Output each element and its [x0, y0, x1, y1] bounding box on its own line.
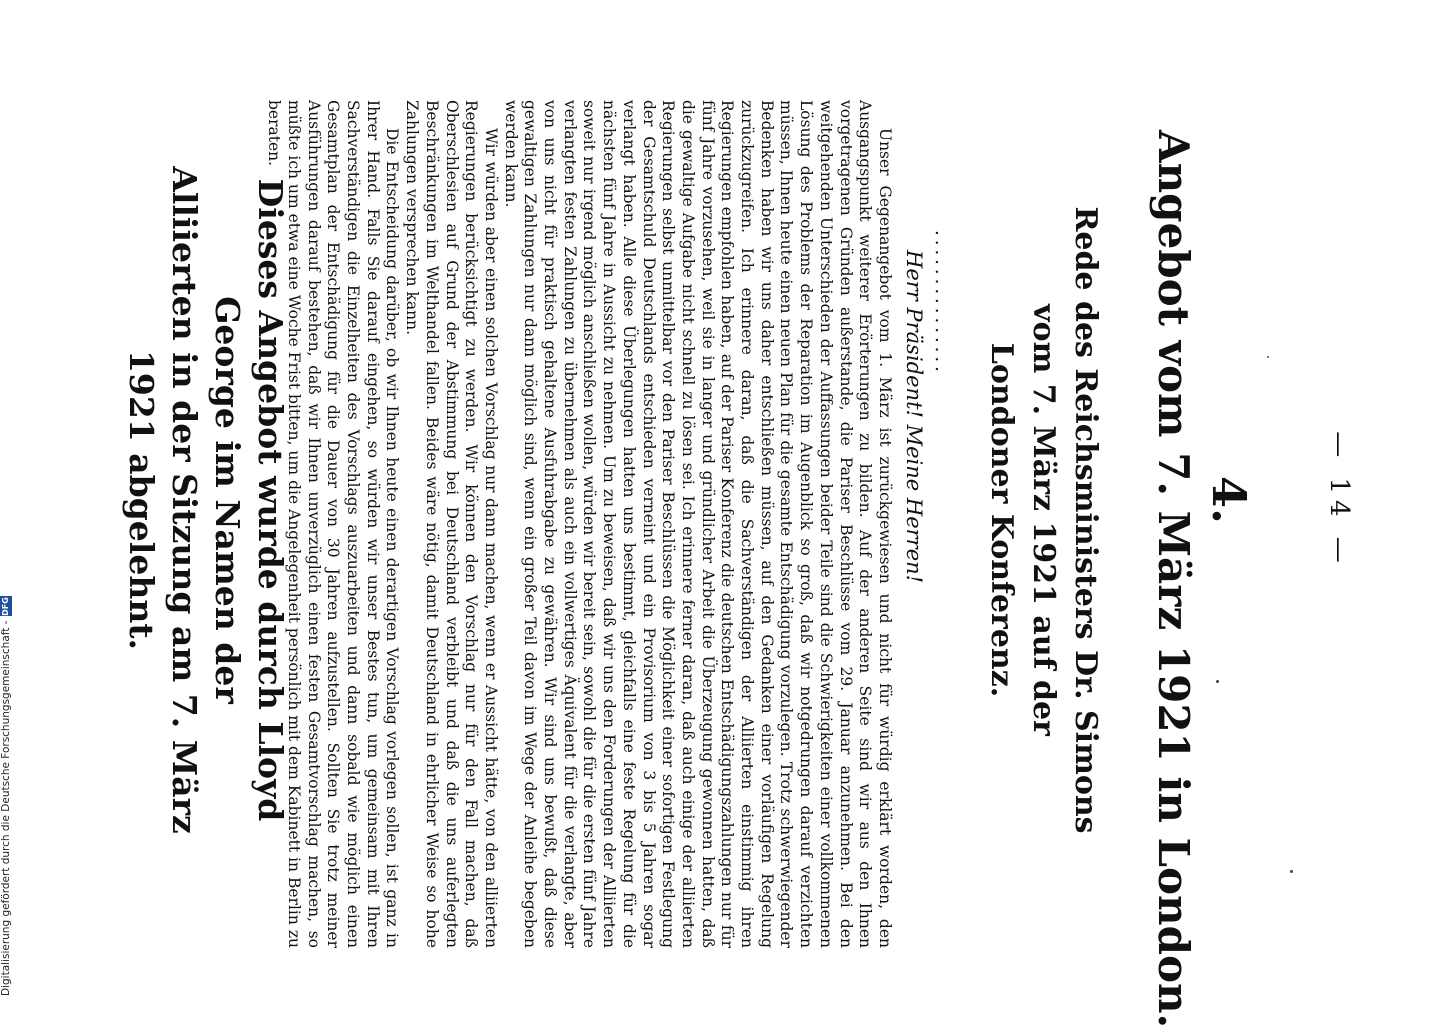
- footer-text: Digitalisierung gefördert durch die Deutsche Forschungsgemeinschaft -: [0, 620, 12, 996]
- scan-speck: [1267, 356, 1269, 358]
- subtitle: [980, 170, 1106, 870]
- omission-dots: ...............: [931, 230, 952, 376]
- paragraph-2: Wir würden aber einen solchen Vorschlag nur dann machen, wenn er Aussicht hätte, von den alliierten Regierungen berücksichtigt zu werden. Wir können den Vorschlag nur für den Fall machen, daß Oberschlesien auf Grund der Abstimmung bei Deutschland verbleibt und daß die uns auferlegten Beschränkungen im Welthandel fallen. Beides wäre nötig, damit Deutschland in ehrlicher Weise so hohe Zahlungen versprechen kann.: [403, 100, 500, 948]
- dfg-logo: DFG: [1, 597, 10, 616]
- paragraph-1: Unser Gegenangebot vom 1. März ist zurückgewiesen und nicht für würdig erklärt worden, den Ausgangspunkt weiterer Erörterungen zu bilden. Auf der anderen Seite sind wir aus den Ihnen vorgetragenen Gründen außerstande, die Pariser Beschlüsse vom 29. Januar anzunehmen. Bei den weitgehenden Unterschieden der Auffassungen beider Teile sind die Schwierigkeiten einer vollkommenen Lösung des Problems der Reparation im Augenblick so groß, daß wir notgedrungen darauf verzichten müssen, Ihnen heute einen neuen Plan für die gesamte Entschädigung vorzulegen. Trotz schwerwiegender Bedenken haben wir uns daher entschließen müssen, auf den Gedanken einer vorläufigen Regelung zurückzugreifen. Ich erinnere daran, daß die Sachverständigen der Alliierten einstimmig ihren Regierungen empfohlen haben, auf der Pariser Konferenz die deutschen Entschädigungszahlungen nur für fünf Jahre vorzusehen, weil sie in langer und gründlicher Arbeit die Überzeugung gewonnen hatten, daß die gewaltige Aufgabe nicht schnell zu lösen sei. Ich erinnere ferner daran, daß auch einige der alliierten Regierungen selbst unmittelbar vor den Pariser Beschlüssen die Möglichkeit einer sofortigen Festlegung der Gesamtschuld Deutschlands entschieden verneint und ein Provisorium von 3 bis 5 Jahren sogar verlangt haben. Alle diese Überlegungen hatten uns bestimmt, gleichfalls eine feste Regelung für die nächsten fünf Jahre in Aussicht zu nehmen. Um zu beweisen, daß wir uns den Forderungen der Alliierten soweit nur irgend möglich anschließen wollen, würden wir bereit sein, sowohl die für die ersten fünf Jahre verlangten festen Zahlungen zu übernehmen als auch ein vollwertiges Äquivalent für die verlangte, aber von uns nicht für praktisch gehaltene Ausfuhrabgabe zu gewähren. Wir sind uns bewußt, daß diese gewaltigen Zahlungen nur dann möglich sind, wenn ein großer Teil davon im Wege der Anleihe begeben werden kann.: [501, 100, 894, 948]
- scan-speck: [1290, 870, 1293, 873]
- salutation: Herr Präsident! Meine Herren!: [902, 250, 926, 584]
- conclusion-note: [120, 120, 292, 880]
- digitization-footer: [0, 0, 30, 1000]
- subtitle-line-2: Londoner Konferenz.: [984, 342, 1019, 698]
- page-title: Angebot vom 7. März 1921 in London.: [1149, 130, 1198, 1028]
- speech-body: [264, 100, 895, 948]
- paragraph-3: Die Entscheidung darüber, ob wir Ihnen heute einen derartigen Vorschlag vorlegen sollen, ist ganz in Ihrer Hand. Falls Sie darauf eingehen, so würden wir unser Bestes tun, um gemeinsam mit Ihren Sachverständigen die Einzelheiten des Vorschlags auszuarbeiten und dann sobald wie möglich einen Gesamtplan der Entschädigung für die Dauer von 30 Jahren aufzustellen. Sollten Sie trotz meiner Ausführungen darauf bestehen, daß wir Ihnen unverzüglich einen festen Gesamtvorschlag machen, so müßte ich um etwa eine Woche Frist bitten, um die Angelegenheit persönlich mit dem Kabinett in Berlin zu beraten.: [265, 100, 402, 948]
- conclusion-line-1: Dieses Angebot wurde durch Lloyd George im Namen der: [208, 178, 290, 822]
- subtitle-line-1: Rede des Reichsministers Dr. Simons vom 7. März 1921 auf der: [1026, 206, 1103, 834]
- page-number: — 14 —: [1324, 431, 1354, 569]
- conclusion-line-2: Alliierten in der Sitzung am 7. März 1921 abgelehnt.: [122, 166, 204, 834]
- section-number: 4.: [1202, 475, 1256, 525]
- scan-speck: [1216, 680, 1219, 683]
- footer-credit: [0, 596, 12, 996]
